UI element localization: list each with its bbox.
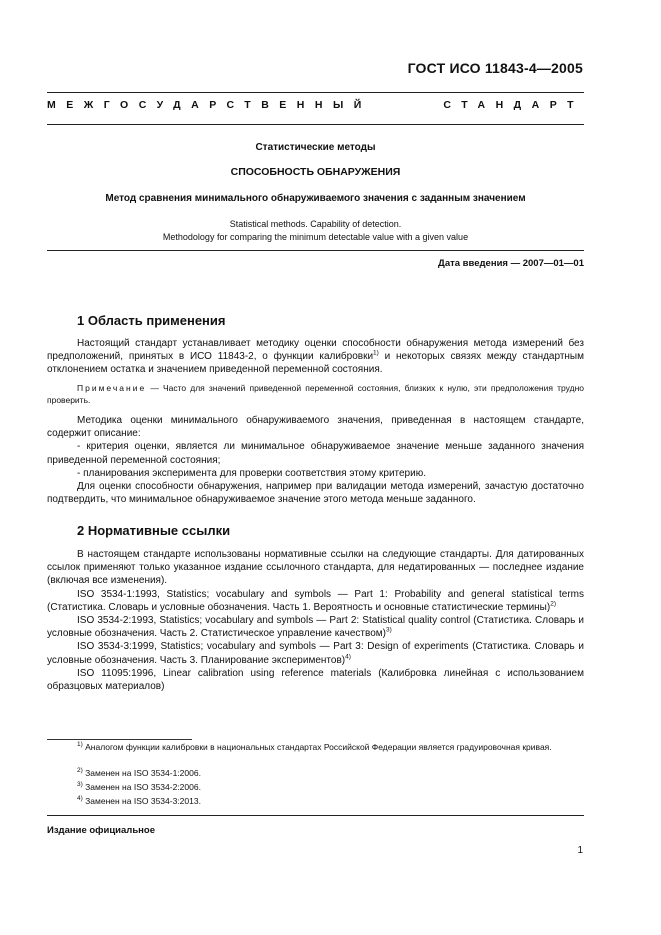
section-2-p1: В настоящем стандарте использованы нормативные ссылки на следующие стандарты. Для датированных ссылок применяют только указанное издание ссылочного стандарта, для недатированных — последнее издание (включая все изменения). — [47, 549, 584, 587]
banner-word-standard: СТАНДАРТ — [443, 99, 584, 111]
subtitle: Статистические методы — [255, 142, 376, 153]
page-number: 1 — [577, 845, 583, 856]
reference-3: ISO 3534-3:1999, Statistics; vocabulary and symbols — Part 3: Design of experiments (Статистика. Словарь и условные обозначения. Часть 3. Планирование экспериментов)$^{4)}$ — [47, 641, 584, 666]
reference-2: ISO 3534-2:1993, Statistics; vocabulary and symbols — Part 2: Statistical quality control (Статистика. Словарь и условные обозначения. Часть 2. Статистическое управление качеством)$^{3)}$ — [47, 615, 584, 640]
footnote-1: $^{1)}$ Аналогом функции калибровки в национальных стандартах Российской Федерации является градуировочная кривая. — [77, 741, 552, 752]
reference-1: ISO 3534-1:1993, Statistics; vocabulary and symbols — Part 1: Probability and general statistical terms (Статистика. Словарь и условные обозначения. Часть 1. Вероятность и основные статистические термины)$^{2)}$ — [47, 588, 584, 613]
document-code: ГОСТ ИСО 11843-4—2005 — [407, 60, 583, 76]
banner-rule — [47, 124, 584, 125]
section-1-p2: Методика оценки минимального обнаруживаемого значения, приведенная в настоящем стандарте, содержит описание: — [47, 415, 584, 440]
section-1-paragraph-2 — [47, 414, 584, 506]
footnote-2: $^{2)}$ Заменен на ISO 3534-1:2006. — [77, 767, 201, 778]
english-title-line1: Statistical methods. Capability of detection. — [229, 219, 402, 229]
note-label: Примечание — [77, 383, 147, 393]
section-1-heading: 1 Область применения — [77, 313, 226, 328]
english-title — [47, 218, 584, 244]
section-2-heading: 2 Нормативные ссылки — [77, 523, 231, 538]
footnote-ref-4: 4) — [345, 653, 351, 661]
footnote-4: $^{4)}$ Заменен на ISO 3534-3:2013. — [77, 795, 201, 806]
section-1-p3: Для оценки способности обнаружения, например при валидации метода измерений, зачастую достаточно подтвердить, что минимальное обнаруживаемое значение этого метода меньше заданного. — [47, 481, 584, 506]
footer-rule — [47, 815, 584, 816]
footnote-3: $^{3)}$ Заменен на ISO 3534-2:2006. — [77, 781, 201, 792]
standard-banner — [47, 99, 584, 111]
method-title: Метод сравнения минимального обнаруживаемого значения с заданным значением — [105, 193, 526, 204]
introduction-date: Дата введения — 2007—01—01 — [438, 258, 584, 269]
official-edition-label: Издание официальное — [47, 825, 155, 836]
banner-word-interstate: МЕЖГОСУДАРСТВЕННЫЙ — [47, 99, 372, 111]
section-1-note — [47, 382, 584, 406]
section-1-item-2: - планирования эксперимента для проверки соответствия этому критерию. — [77, 467, 426, 479]
footnote-ref-2: 2) — [550, 600, 556, 608]
title-rule — [47, 250, 584, 251]
section-1-paragraph-1 — [47, 337, 584, 377]
document-title: СПОСОБНОСТЬ ОБНАРУЖЕНИЯ — [230, 166, 401, 178]
top-rule — [47, 92, 584, 93]
note-text: — Часто для значений приведенной переменной состояния, близких к нулю, эти предположения трудно проверить. — [47, 383, 584, 405]
section-2-body — [47, 548, 584, 693]
section-1-text-b: и некоторых связях между стандартным отклонением остатка и значением приведенной переменной состояния. — [47, 351, 584, 376]
section-1-text-a: Настоящий стандарт устанавливает методику оценки способности обнаружения метода измерений без предположений, принятых в ИСО 11843-2, о функции калибровки — [47, 338, 584, 363]
footnote-ref-3: 3) — [385, 626, 392, 634]
footnote-rule — [47, 739, 192, 740]
reference-4: ISO 11095:1996, Linear calibration using reference materials (Калибровка линейная с использованием образцовых материалов) — [47, 667, 584, 693]
footnote-ref-1: 1) — [373, 349, 379, 357]
english-title-line2: Methodology for comparing the minimum detectable value with a given value — [162, 232, 469, 242]
section-1-item-1: - критерия оценки, является ли минимальное обнаруживаемое значение меньше заданного значения приведенной переменной состояния; — [47, 441, 584, 466]
